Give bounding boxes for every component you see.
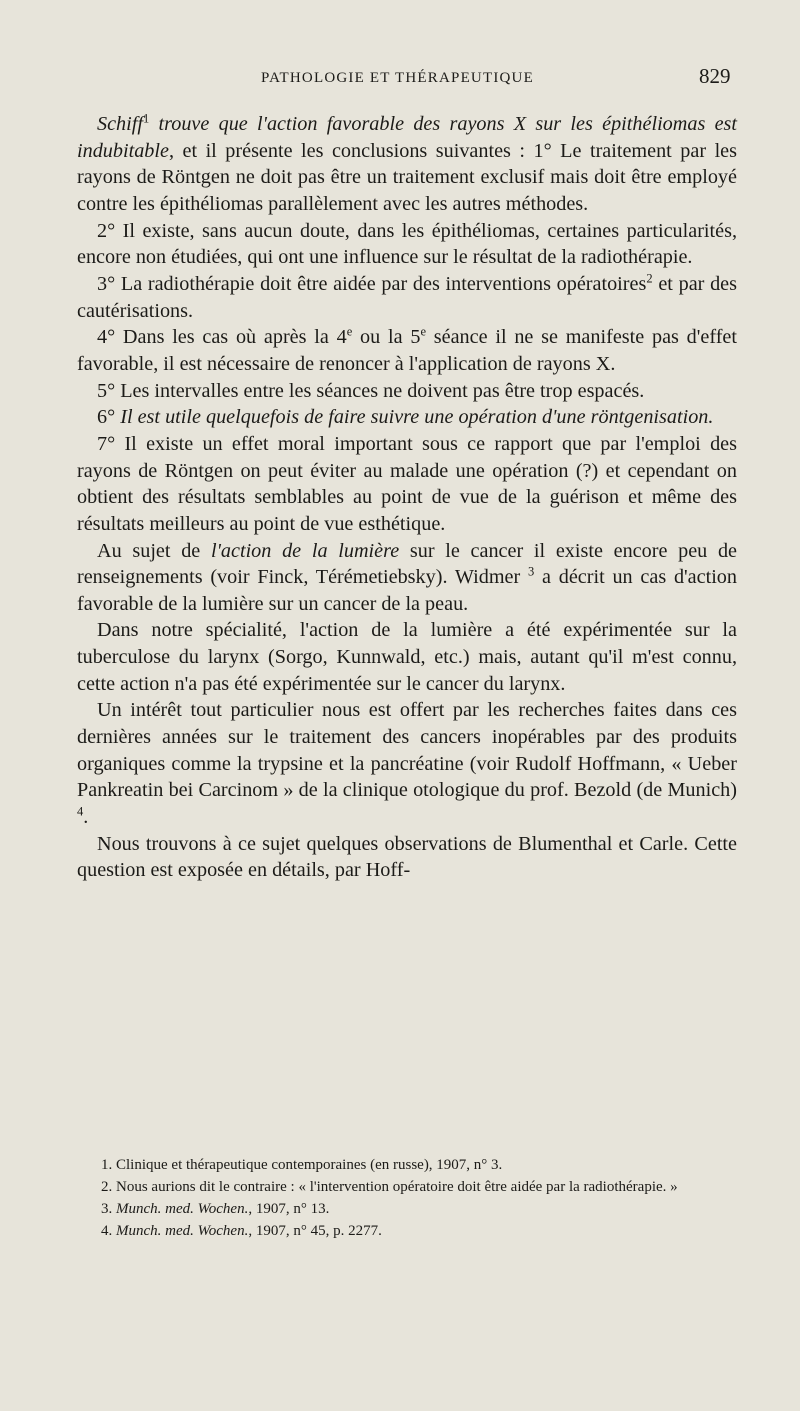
footnote-text: Munch. med. Wochen. [116,1201,249,1217]
text-run: 7° Il existe un effet moral important sous ce rapport que par l'emploi des rayons de Röntgen on peut éviter au malade une opération (?) et cependant on obtient des résultats semblables au point de vue de la guérison et même des résultats meilleurs au point de vue esthétique. [77,432,737,535]
text-run: 4° Dans les cas où après la 4 [97,326,347,349]
footnote [77,1220,737,1242]
footnote-text: , 1907, n° 45, p. 2277. [248,1223,382,1239]
page-number: 829 [699,64,731,88]
paragraph [77,378,737,405]
footnote [77,1154,737,1176]
text-run: . [83,806,89,829]
paragraph [77,538,737,618]
paragraph [77,324,737,377]
paragraph [77,431,737,538]
footnote-ref: 4 [77,804,84,819]
text-run: ou la 5 [352,326,421,349]
text-run: Schiff [97,113,143,135]
text-run: Au sujet de [97,539,211,562]
footnote [77,1198,737,1220]
footnote-text: , 1907, n° 13. [248,1201,330,1217]
text-run: Un intérêt tout particulier nous est offert par les recherches faites dans ces dernières années sur le traitement des cancers inopérables par des produits organiques comme la trypsine et la pancréatine (voir Rudolf Hoffmann, « Ueber Pankreatin bei Carcinom » de la clinique otologique du prof. Bezold (de Munich) [77,699,737,802]
footnote-text: 2. Nous aurions dit le contraire : « l'intervention opératoire doit être aidée par la radiothérapie. » [101,1179,678,1195]
text-run: Nous trouvons à ce sujet quelques observations de Blumenthal et Carle. Cette question est exposée en détails, par Hoff- [77,832,737,882]
footnote-ref: e [420,324,426,339]
footnote-text: Munch. med. Wochen. [116,1223,249,1239]
footnote-ref: e [346,324,353,339]
text-run: , et il présente les conclusions suivantes : 1° Le traitement par les rayons de Röntgen ne doit pas être un traitement exclusif mais doit être employé contre les épithéliomas parallèlement avec les autres méthodes. [77,139,737,215]
text-run: Il est utile quelquefois de faire suivre une opération d'une röntgenisation. [120,406,714,429]
paragraph [77,831,737,884]
text-run: 2° Il existe, sans aucun doute, dans les épithéliomas, certaines particularités, encore non étudiées, qui ont une influence sur le résultat de la radiothérapie. [77,219,737,269]
text-run: 3° La radiothérapie doit être aidée par des interventions opératoires [97,272,647,295]
footnote-ref: 1 [142,111,150,126]
footnote-text: 1. Clinique et thérapeutique contemporaines (en russe), 1907, n° 3. [101,1157,503,1173]
footnote-text: 4. [101,1223,116,1239]
text-run: 5° Les intervalles entre les séances ne doivent pas être trop espacés. [97,379,645,402]
body-text [77,111,737,884]
paragraph [77,271,737,324]
text-run: 6° [97,406,121,429]
page-header [0,64,800,94]
text-run: l'action de la lumière [210,539,400,562]
paragraph [77,218,737,271]
text-run: sur le cancer il existe encore peu de renseignements (voir Finck, Térémetiebsky). Widmer [77,539,738,589]
footnote-ref: 3 [527,564,535,579]
footnotes [77,1154,737,1242]
paragraph [77,617,737,697]
text-run: Dans notre spécialité, l'action de la lumière a été expérimentée sur la tuberculose du larynx (Sorgo, Kunnwald, etc.) mais, autant qu'il m'est connu, cette action n'a pas été expérimentée sur le cancer du larynx. [77,619,737,695]
paragraph [77,111,737,218]
footnote-ref: 2 [646,271,653,286]
running-title: PATHOLOGIE ET THÉRAPEUTIQUE [261,70,534,86]
footnote-text: 3. [101,1201,116,1217]
paragraph [77,697,737,830]
footnote [77,1176,737,1198]
paragraph [77,404,737,431]
text-run: séance il ne se manifeste pas d'effet favorable, il est nécessaire de renoncer à l'application de rayons X. [77,326,737,375]
text-run: et par des cautérisations. [77,272,737,322]
text-run: a décrit un cas d'action favorable de la lumière sur un cancer de la peau. [77,566,737,615]
text-run: trouve que l'action favorable des rayons X sur les épithéliomas est indubitable [77,113,737,162]
